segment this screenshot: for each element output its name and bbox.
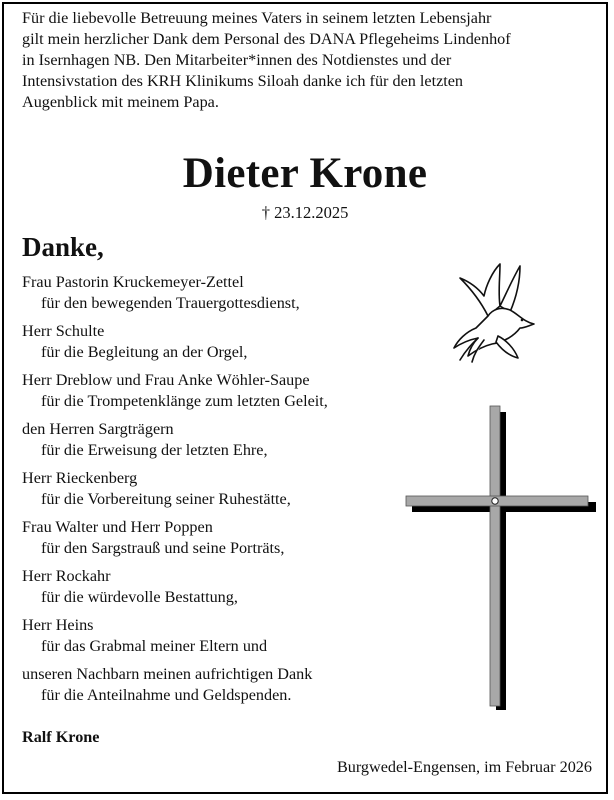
thanks-recipient: Herr Rieckenberg [22, 469, 138, 487]
thanks-item [22, 664, 422, 713]
place-date: Burgwedel-Engensen, im Februar 2026 [336, 758, 592, 776]
signature: Ralf Krone [22, 728, 100, 746]
death-date: † 23.12.2025 [261, 203, 349, 222]
intro-line: Augenblick mit meinem Papa. [22, 93, 219, 111]
thanks-item [22, 517, 422, 566]
dove-icon [448, 260, 540, 364]
thanks-item [22, 615, 422, 664]
cross-icon [400, 400, 596, 710]
thanks-item [22, 419, 422, 468]
thanks-reason: für den Sargstrauß und seine Porträts, [41, 539, 285, 557]
thanks-recipient: unseren Nachbarn meinen aufrichtigen Dank [22, 665, 313, 683]
intro-line: Intensivstation des KRH Klinikums Siloah danke ich für den letzten [22, 72, 464, 90]
thanks-reason: für den bewegenden Trauergottesdienst, [41, 294, 300, 312]
thanks-reason: für die Vorbereitung seiner Ruhestätte, [41, 490, 291, 508]
thanks-item [22, 566, 422, 615]
thanks-item [22, 272, 422, 321]
thanks-heading: Danke, [22, 232, 104, 262]
thanks-reason: für die Begleitung an der Orgel, [41, 343, 248, 361]
intro-line: in Isernhagen NB. Den Mitarbeiter*innen des Notdienstes und der [22, 51, 452, 69]
thanks-reason: für die Trompetenklänge zum letzten Geleit, [41, 392, 328, 410]
thanks-recipient: Herr Rockahr [22, 567, 111, 585]
thanks-reason: für die Erweisung der letzten Ehre, [41, 441, 268, 459]
intro-line: gilt mein herzlicher Dank dem Personal des DANA Pflegeheims Lindenhof [22, 30, 511, 48]
thanks-recipient: Herr Schulte [22, 322, 105, 340]
intro-line: Für die liebevolle Betreuung meines Vaters in seinem letzten Lebensjahr [22, 9, 492, 27]
thanks-recipient: Herr Heins [22, 616, 94, 634]
deceased-name: Dieter Krone [182, 150, 428, 197]
intro-paragraph [22, 8, 602, 113]
thanks-reason: für das Grabmal meiner Eltern und [41, 637, 268, 655]
thanks-recipient: den Herren Sargträgern [22, 420, 174, 438]
thanks-item [22, 468, 422, 517]
thanks-recipient: Herr Dreblow und Frau Anke Wöhler-Saupe [22, 371, 310, 389]
thanks-item [22, 321, 422, 370]
thanks-recipient: Frau Walter und Herr Poppen [22, 518, 213, 536]
thanks-recipient: Frau Pastorin Kruckemeyer-Zettel [22, 273, 244, 291]
thanks-reason: für die würdevolle Bestattung, [41, 588, 238, 606]
thanks-item [22, 370, 422, 419]
thanks-list [22, 272, 422, 713]
thanks-reason: für die Anteilnahme und Geldspenden. [41, 686, 292, 704]
